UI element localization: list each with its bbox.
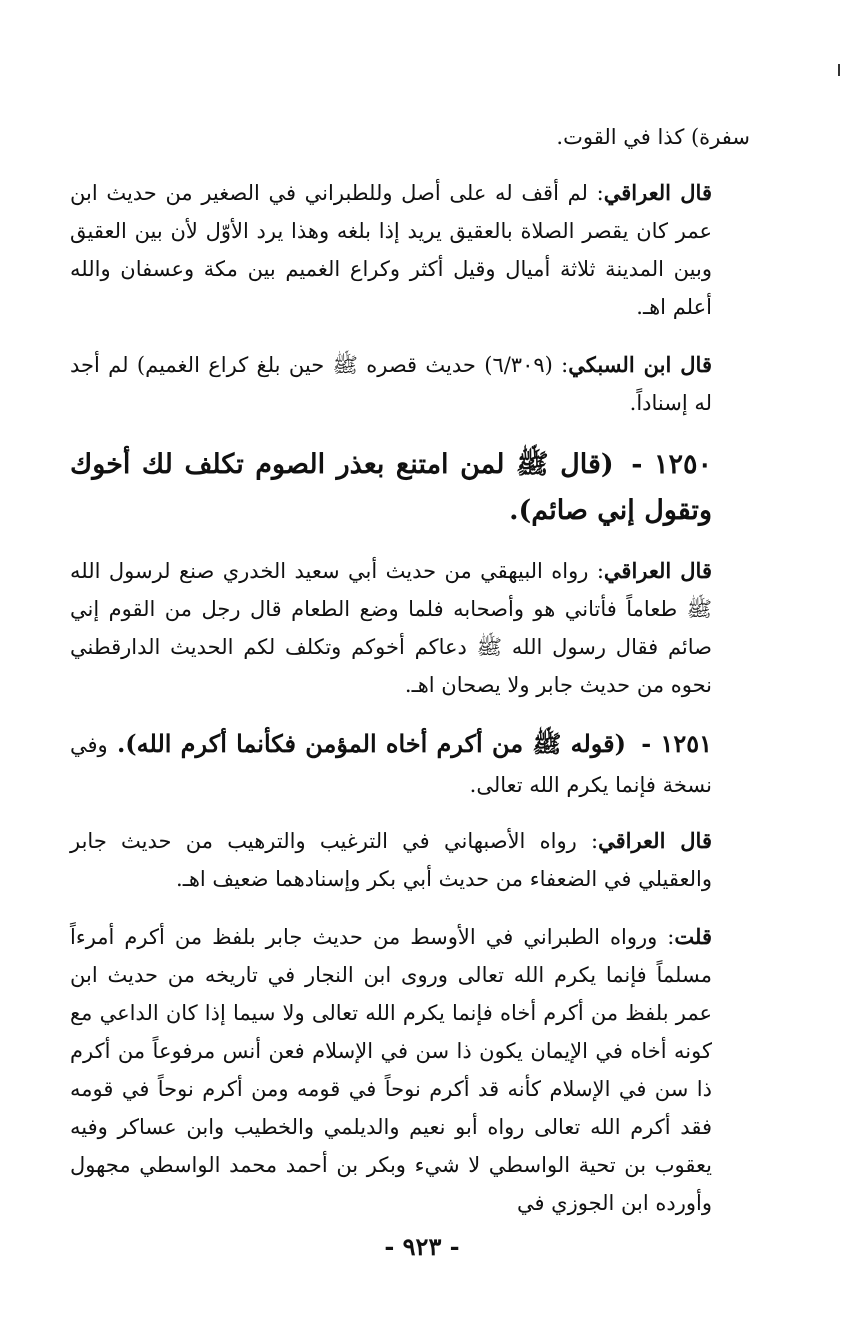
paragraph-lead: قال العراقي (598, 828, 712, 853)
paragraph-qultu (70, 918, 750, 1222)
paragraph-text: : رواه الأصبهاني في الترغيب والترهيب من حديث جابر والعقيلي في الضعفاء من حديث أبي بكر وإسنادهما ضعيف اهـ. (70, 829, 712, 891)
paragraph-text: : لم أقف له على أصل وللطبراني في الصغير من حديث ابن عمر كان يقصر الصلاة بالعقيق يريد إذا بلغه وهذا يرد الأوّل لأن بين العقيق وبين المدينة ثلاثة أميال وقيل أكثر وكراع الغميم بين مكة وعسفان والله أعلم اهـ. (70, 181, 712, 319)
paragraph-text: : (٦/٣٠٩) حديث قصره ﷺ حين بلغ كراع الغميم) لم أجد له إسناداً. (70, 353, 712, 415)
hadith-text: (قوله ﷺ من أكرم أخاه المؤمن فكأنما أكرم الله). (116, 729, 626, 758)
paragraph-text: : ورواه الطبراني في الأوسط من حديث جابر بلفظ من أكرم أمرءاً مسلماً فإنما يكرم الله تعالى وروى ابن النجار في تاريخه من حديث ابن عمر بلفظ من أكرم أخاه فإنما يكرم الله تعالى ولا سيما إذا كان الداعي مع كونه أخاه في الإيمان يكون ذا سن في الإسلام فعن أنس مرفوعاً من أكرم ذا سن في الإسلام كأنه قد أكرم نوحاً في قومه ومن أكرم نوحاً في قومه فقد أكرم الله تعالى رواه أبو نعيم والديلمي والخطيب وابن عساكر وفيه يعقوب بن تحية الواسطي لا شيء وبكر بن أحمد محمد الواسطي مجهول وأورده ابن الجوزي في (70, 925, 712, 1215)
paragraph-text: سفرة) كذا في القوت. (556, 125, 750, 149)
page-number: - ٩٢٣ - (384, 1232, 460, 1261)
paragraph-subki (70, 346, 750, 422)
paragraph-continuation (70, 118, 750, 156)
hadith-variant-note: وفي نسخة فإنما يكرم الله تعالى. (70, 733, 712, 797)
hadith-text: (قال ﷺ لمن امتنع بعذر الصوم تكلف لك أخوك وتقول إني صائم). (70, 449, 712, 526)
hadith-number: ١٢٥٠ - (631, 449, 713, 480)
hadith-number: ١٢٥١ - (641, 729, 713, 758)
paragraph-lead: قال العراقي (603, 180, 712, 205)
paragraph-lead: قلت (674, 924, 712, 949)
edge-mark (838, 64, 840, 76)
paragraph-lead: قال العراقي (603, 558, 712, 583)
paragraph-text: : رواه البيهقي من حديث أبي سعيد الخدري صنع لرسول الله ﷺ طعاماً فأتاني هو وأصحابه فلما وضع الطعام قال رجل من القوم إني صائم فقال رسول الله ﷺ دعاكم أخوكم وتكلف لكم الحديث الدارقطني نحوه من حديث جابر ولا يصحان اهـ. (70, 559, 712, 697)
paragraph-lead: قال ابن السبكي (568, 352, 712, 377)
hadith-1251-heading (70, 724, 750, 804)
paragraph-iraqi-1 (70, 174, 750, 326)
hadith-1250-heading (70, 442, 750, 534)
page-body (70, 118, 750, 1242)
paragraph-iraqi-1251 (70, 822, 750, 898)
paragraph-iraqi-1250 (70, 552, 750, 704)
